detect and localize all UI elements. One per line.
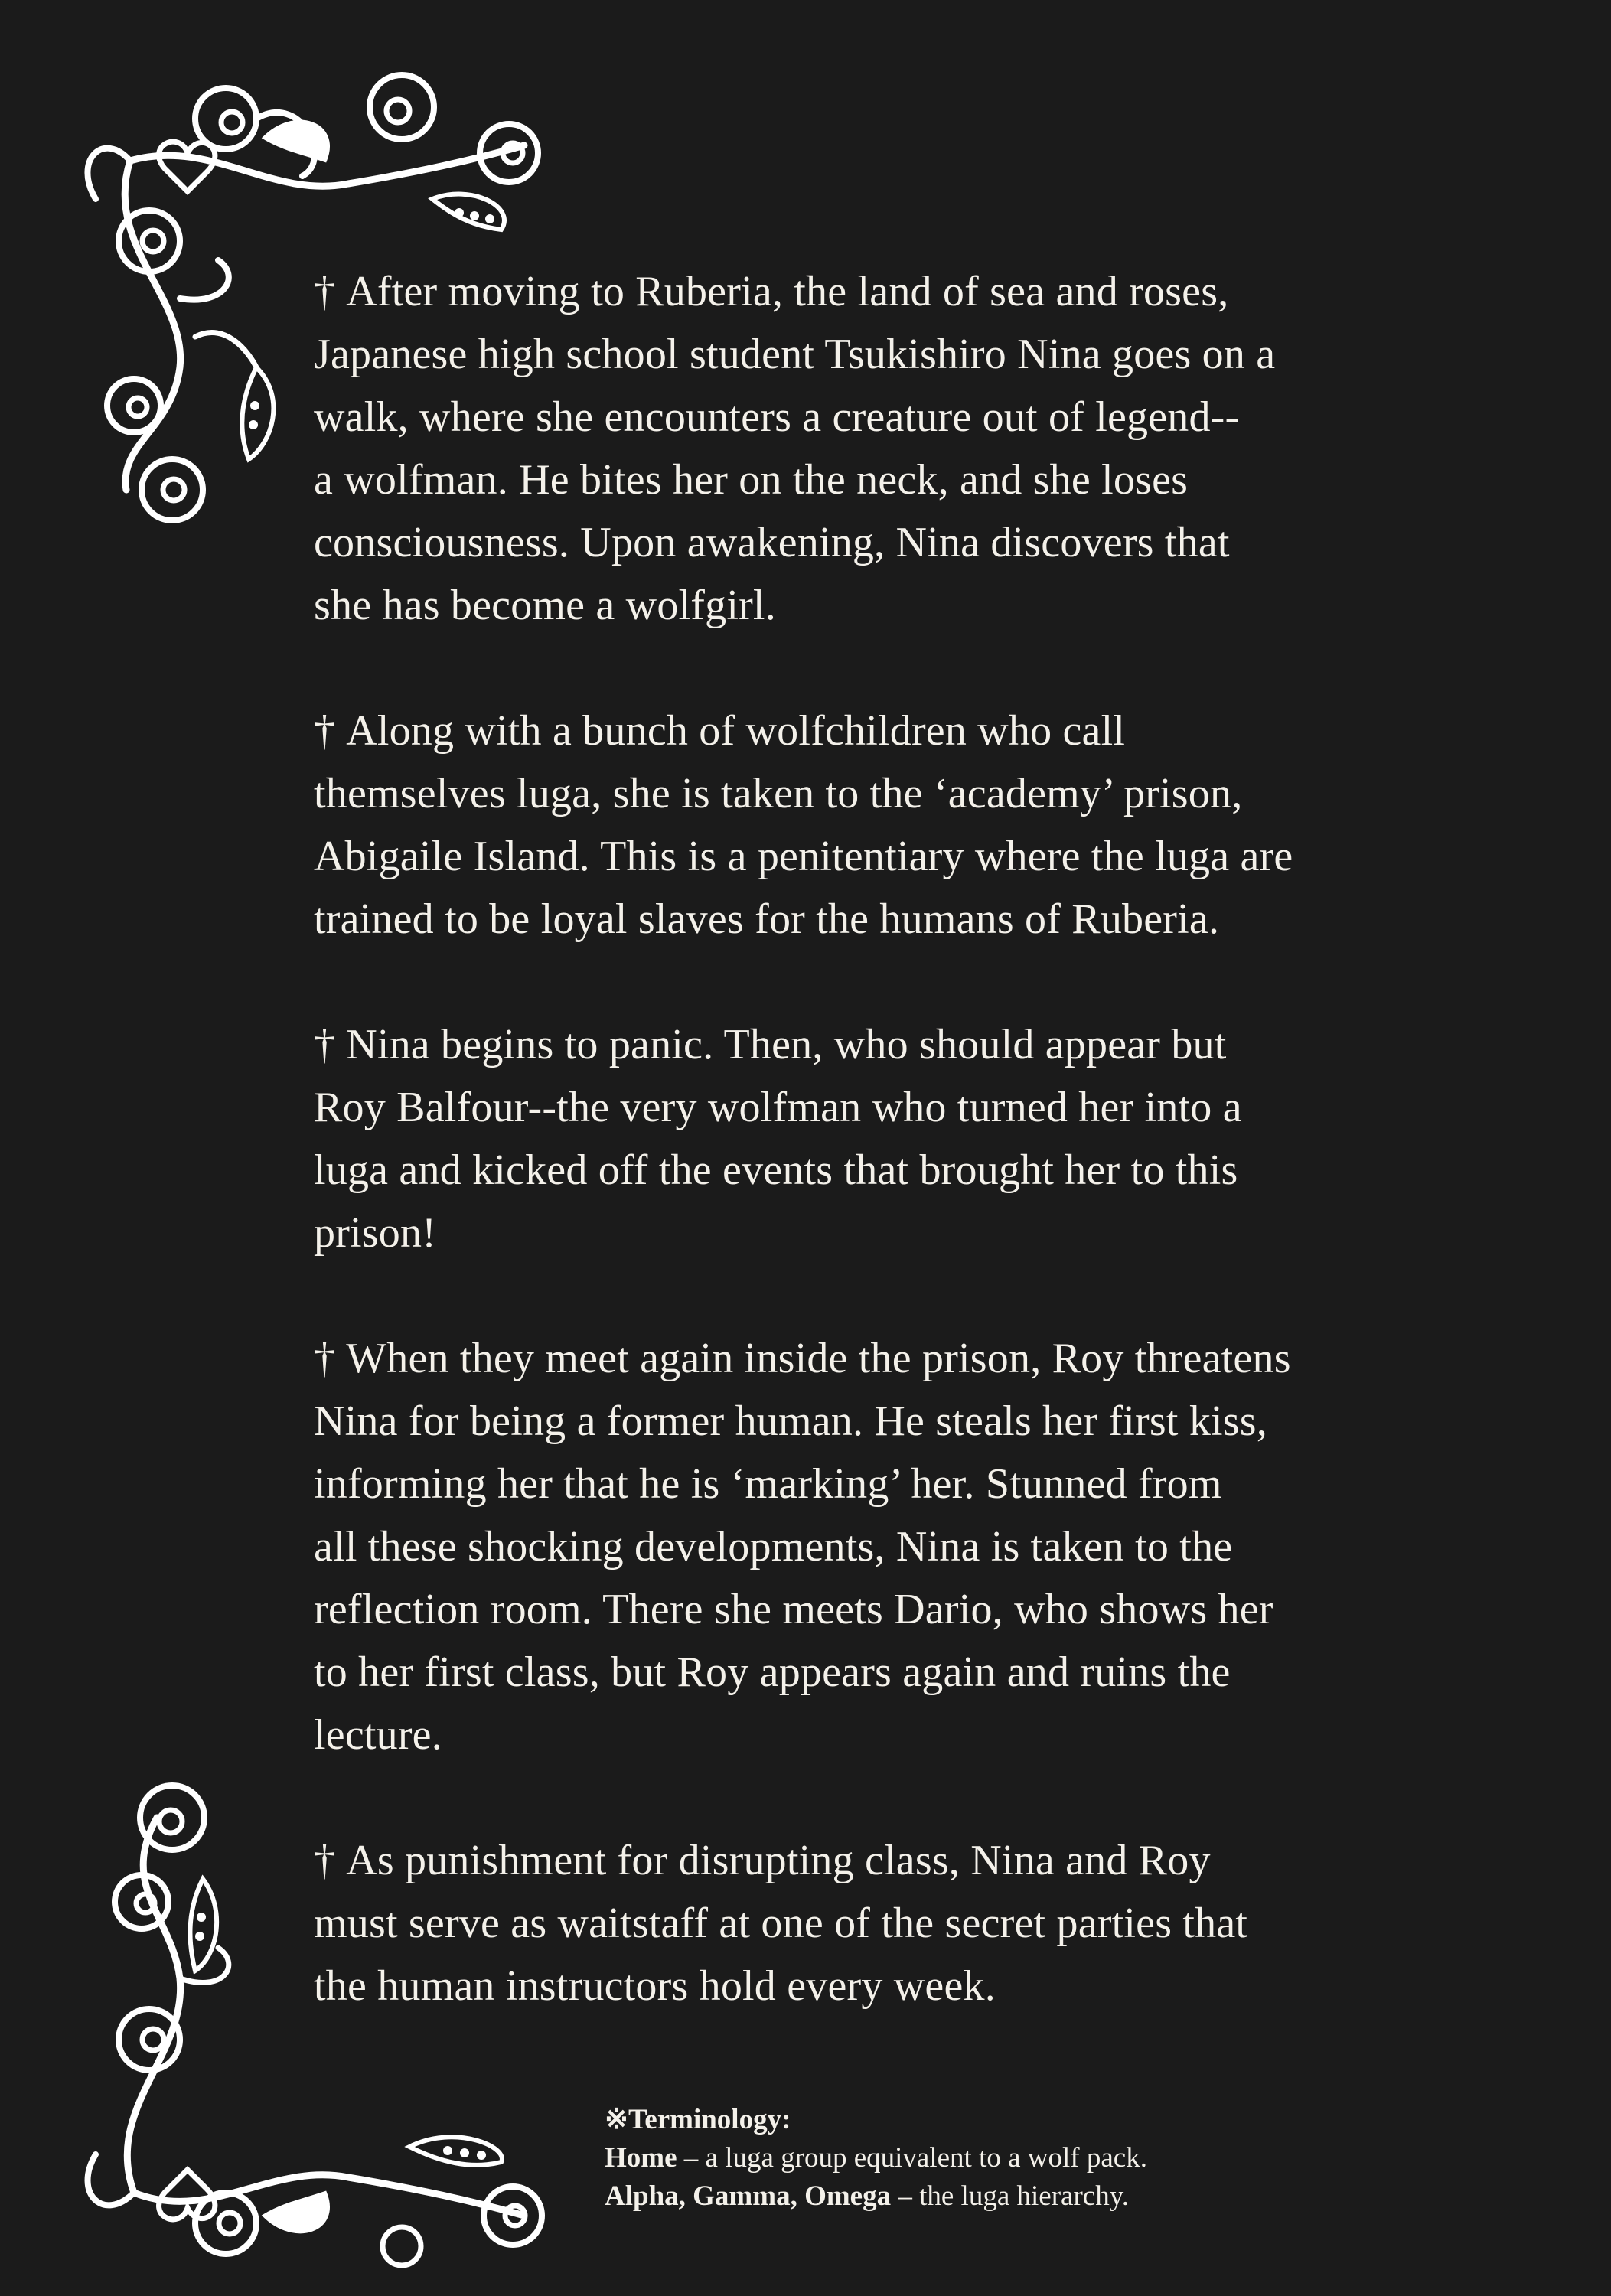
synopsis-line	[314, 386, 1416, 448]
synopsis-line-text: Roy Balfour--the very wolfman who turned her into a	[314, 1084, 1242, 1131]
synopsis-line-text: a wolfman. He bites her on the neck, and she loses	[314, 456, 1189, 504]
synopsis-line-text: she has become a wolfgirl.	[314, 582, 776, 629]
synopsis-line-text: themselves luga, she is taken to the ‘academy’ prison,	[314, 770, 1243, 817]
synopsis-line	[314, 1453, 1416, 1515]
dagger-marker: †	[314, 268, 336, 315]
terminology-box	[605, 2101, 1370, 2216]
synopsis-line-text: informing her that he is ‘marking’ her. Stunned from	[314, 1460, 1222, 1508]
terminology-entry	[605, 2139, 1370, 2177]
dagger-marker: †	[314, 1335, 336, 1382]
synopsis-line-text: to her first class, but Roy appears again and ruins the	[314, 1649, 1231, 1696]
synopsis-line-text: luga and kicked off the events that brought her to this	[314, 1146, 1238, 1194]
synopsis-line	[314, 574, 1416, 637]
dagger-marker: †	[314, 1021, 336, 1068]
synopsis-line-text: Nina begins to panic. Then, who should appear but	[346, 1021, 1227, 1068]
synopsis-line-text: Japanese high school student Tsukishiro Nina goes on a	[314, 331, 1276, 378]
synopsis-line-text: trained to be loyal slaves for the humans of Ruberia.	[314, 895, 1220, 943]
synopsis-line	[314, 1202, 1416, 1264]
synopsis-paragraph	[314, 260, 1416, 637]
synopsis-paragraph	[314, 1829, 1416, 2017]
synopsis-line-text: As punishment for disrupting class, Nina and Roy	[346, 1837, 1211, 1884]
synopsis-line	[314, 1327, 1416, 1390]
term-name: Alpha, Gamma, Omega	[605, 2180, 892, 2212]
synopsis-line	[314, 1829, 1416, 1892]
synopsis-line	[314, 1704, 1416, 1766]
synopsis-line-text: Abigaile Island. This is a penitentiary where the luga are	[314, 833, 1293, 880]
synopsis-paragraph	[314, 1327, 1416, 1766]
synopsis-line-text: all these shocking developments, Nina is taken to the	[314, 1523, 1233, 1570]
synopsis-line	[314, 825, 1416, 888]
synopsis-text	[314, 260, 1416, 2017]
synopsis-line	[314, 448, 1416, 511]
synopsis-line	[314, 1892, 1416, 1955]
term-definition: – a luga group equivalent to a wolf pack.	[677, 2142, 1147, 2174]
synopsis-line	[314, 1013, 1416, 1076]
synopsis-line	[314, 1578, 1416, 1641]
synopsis-line	[314, 1390, 1416, 1453]
synopsis-line	[314, 1641, 1416, 1704]
synopsis-line	[314, 1515, 1416, 1578]
synopsis-line	[314, 323, 1416, 386]
synopsis-paragraph	[314, 1013, 1416, 1264]
synopsis-line-text: After moving to Ruberia, the land of sea and roses,	[346, 268, 1229, 315]
term-name: Home	[605, 2142, 677, 2174]
synopsis-line	[314, 888, 1416, 951]
synopsis-paragraph	[314, 700, 1416, 951]
synopsis-line-text: consciousness. Upon awakening, Nina discovers that	[314, 519, 1230, 566]
synopsis-line-text: walk, where she encounters a creature out of legend--	[314, 393, 1240, 441]
terminology-heading: ※Terminology:	[605, 2104, 791, 2135]
term-definition: – the luga hierarchy.	[891, 2180, 1130, 2212]
synopsis-line	[314, 700, 1416, 762]
synopsis-line-text: lecture.	[314, 1711, 442, 1759]
synopsis-line-text: When they meet again inside the prison, Roy threatens	[346, 1335, 1291, 1382]
synopsis-line-text: Along with a bunch of wolfchildren who call	[346, 707, 1126, 755]
synopsis-line	[314, 762, 1416, 825]
dagger-marker: †	[314, 1837, 336, 1884]
synopsis-line	[314, 260, 1416, 323]
synopsis-line-text: must serve as waitstaff at one of the secret parties that	[314, 1900, 1248, 1947]
synopsis-line	[314, 1076, 1416, 1139]
synopsis-line-text: prison!	[314, 1209, 437, 1257]
terminology-entry	[605, 2177, 1370, 2216]
synopsis-line	[314, 1955, 1416, 2017]
synopsis-line-text: reflection room. There she meets Dario, who shows her	[314, 1586, 1273, 1633]
synopsis-line	[314, 511, 1416, 574]
synopsis-line	[314, 1139, 1416, 1202]
dagger-marker: †	[314, 707, 336, 755]
synopsis-line-text: the human instructors hold every week.	[314, 1962, 996, 2010]
synopsis-line-text: Nina for being a former human. He steals her first kiss,	[314, 1397, 1267, 1445]
